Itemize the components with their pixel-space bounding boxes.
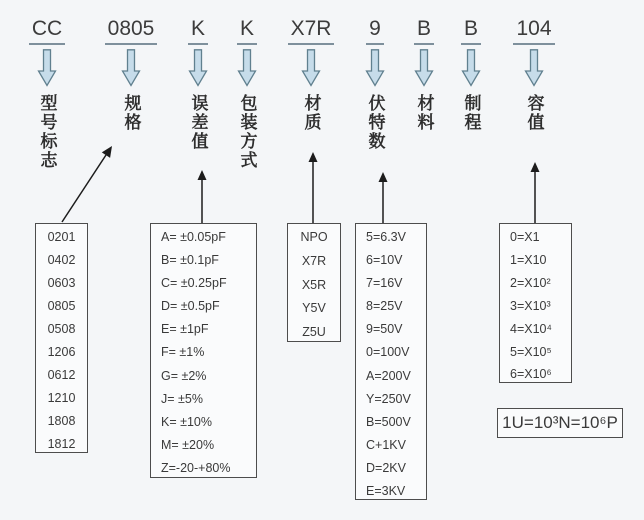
box-item: 7=16V [366, 276, 403, 291]
box-item: 0402 [47, 253, 76, 267]
box-item: 1206 [47, 345, 76, 359]
down-arrow-icon [365, 49, 385, 87]
down-arrow-icon [37, 49, 57, 87]
code-segment-capacitance [494, 16, 574, 132]
box-item: 0=X1 [510, 230, 540, 244]
segment-label: 误差值 [188, 94, 208, 151]
box-item: F= ±1% [161, 345, 205, 360]
box-item: 0612 [47, 368, 76, 382]
segment-label: 材料 [414, 94, 434, 132]
box-item: 0508 [47, 322, 76, 336]
box-item: 5=X10⁵ [510, 344, 552, 359]
code-text: CC [29, 16, 65, 45]
unit-note-box [497, 408, 623, 438]
box-item: 0=100V [366, 345, 410, 360]
code-text: 104 [513, 16, 554, 45]
box-item: A=200V [366, 368, 411, 383]
segment-label: 制程 [461, 94, 481, 132]
box-item: 0603 [47, 276, 76, 290]
box-item: Y=250V [366, 391, 411, 406]
box-item: Z=-20-+80% [161, 460, 231, 475]
down-arrow-icon [461, 49, 481, 87]
voltage-box [355, 223, 427, 500]
size-box [35, 223, 88, 453]
code-text: K [237, 16, 257, 45]
code-text: 0805 [105, 16, 158, 45]
box-item: 0201 [47, 230, 76, 244]
box-item: Y5V [302, 301, 326, 316]
box-item: 6=X10⁶ [510, 367, 552, 382]
code-text: B [414, 16, 434, 45]
segment-label: 规格 [121, 94, 141, 132]
box-item: E=3KV [366, 484, 406, 499]
box-item: B= ±0.1pF [161, 253, 219, 268]
box-item: C= ±0.25pF [161, 276, 227, 291]
down-arrow-icon [237, 49, 257, 87]
box-item: 9=50V [366, 322, 403, 337]
segment-label: 材质 [301, 94, 321, 132]
box-item: 4=X10⁴ [510, 321, 552, 336]
segment-label: 容值 [524, 94, 544, 132]
box-item: 1812 [47, 437, 76, 451]
box-item: J= ±5% [161, 391, 203, 406]
tolerance-box [150, 223, 257, 478]
box-item: 3=X10³ [510, 298, 551, 313]
code-text: X7R [288, 16, 335, 45]
code-text: B [461, 16, 481, 45]
box-item: 6=10V [366, 253, 403, 268]
down-arrow-icon [301, 49, 321, 87]
box-item: Z5U [302, 325, 326, 340]
box-item: K= ±10% [161, 414, 212, 429]
box-item: G= ±2% [161, 368, 207, 383]
unit-note-text: 1U=10³N=10⁶P [502, 413, 618, 432]
box-item: 5=6.3V [366, 230, 406, 244]
box-item: C+1KV [366, 437, 406, 452]
box-item: D=2KV [366, 460, 406, 475]
box-item: 1210 [47, 391, 76, 405]
material-box [287, 223, 341, 342]
code-segment-model [7, 16, 87, 170]
box-item: M= ±20% [161, 437, 215, 452]
box-item: D= ±0.5pF [161, 299, 220, 314]
box-item: X7R [301, 253, 327, 268]
code-text: 9 [366, 16, 384, 45]
box-item: 1808 [47, 414, 76, 428]
box-item: E= ±1pF [161, 322, 209, 337]
segment-label: 伏特数 [365, 94, 385, 151]
segment-label: 包装方式 [237, 94, 257, 170]
code-text: K [188, 16, 208, 45]
down-arrow-icon [524, 49, 544, 87]
multiplier-box [499, 223, 572, 383]
box-item: B=500V [366, 414, 411, 429]
box-item: X5R [301, 277, 327, 292]
down-arrow-icon [188, 49, 208, 87]
box-item: 1=X10 [510, 252, 547, 267]
box-item: 0805 [47, 299, 76, 313]
box-item: 8=25V [366, 299, 403, 314]
down-arrow-icon [121, 49, 141, 87]
box-item: A= ±0.05pF [161, 230, 226, 244]
box-item: 2=X10² [510, 275, 551, 290]
box-item: NPO [300, 230, 328, 244]
segment-label: 型号标志 [37, 94, 57, 170]
